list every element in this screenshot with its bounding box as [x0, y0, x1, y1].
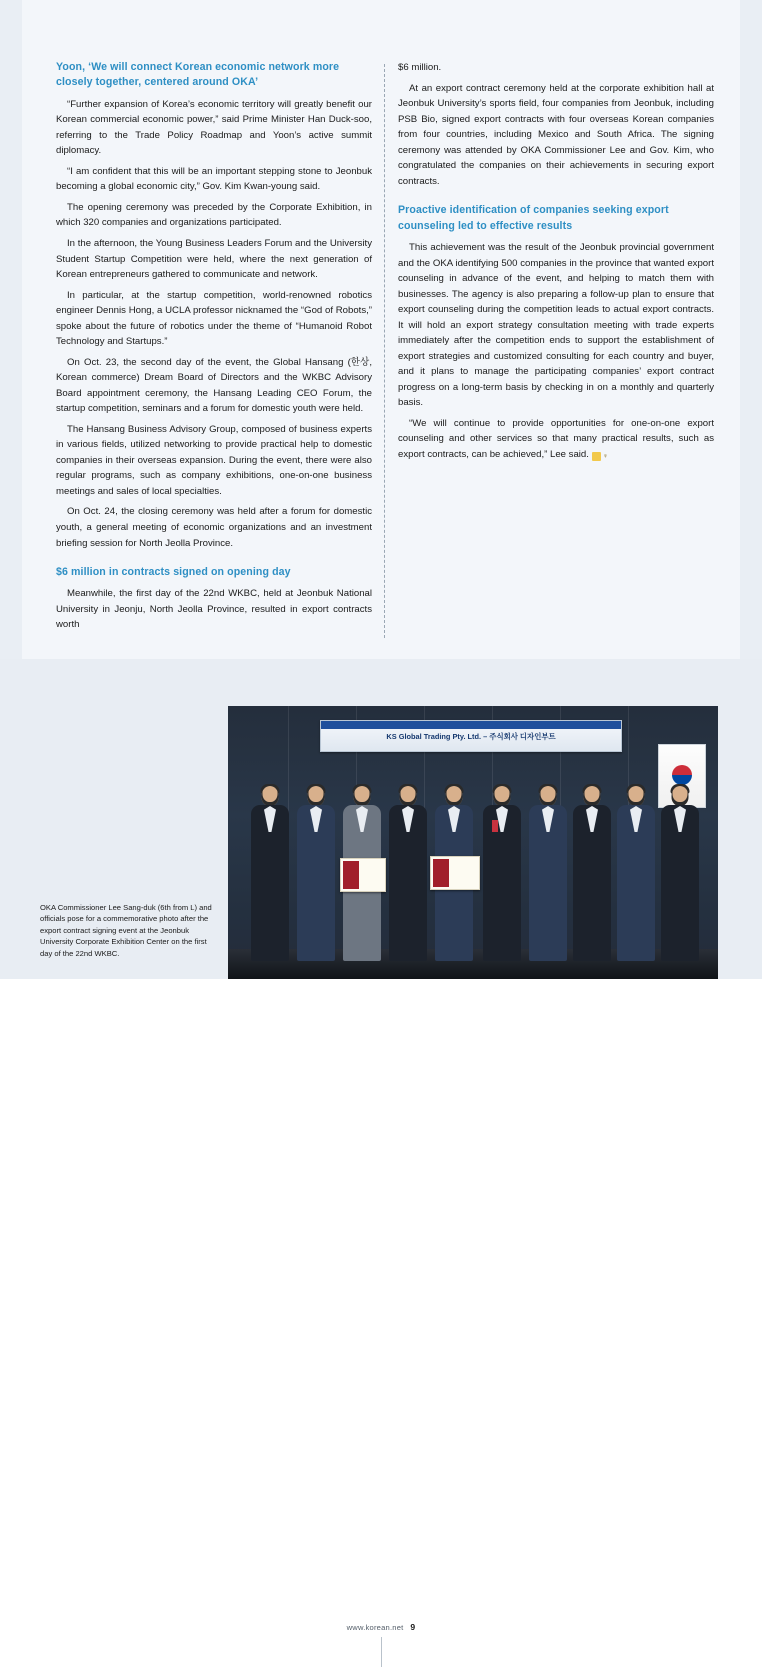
person-in-photo: [342, 786, 382, 961]
person-in-photo: [660, 786, 700, 961]
paragraph: In particular, at the startup competition, world-renowned robotics engineer Dennis Hong, a UCLA professor nicknamed the “God of Robots,” spoke about the future of robotics under the theme of “Humanoid Robot Technology and Startups.”: [56, 289, 372, 348]
paragraph: The Hansang Business Advisory Group, composed of business experts in various fields, utilized networking to provide practical help to domestic companies in their overseas expansion. During the event, there were also regular programs, such as company exhibitions, one-on-one business meetings and sales of local specialties.: [56, 423, 372, 497]
page-footer: [0, 1617, 762, 1635]
paragraph: The opening ceremony was preceded by the Corporate Exhibition, in which 320 companies and organizations participated.: [56, 201, 372, 229]
person-in-photo: [572, 786, 612, 961]
footer-rule: [381, 1637, 382, 1667]
left-column-heading: Yoon, ‘We will connect Korean economic network more closely together, centered around OKA’: [56, 61, 340, 89]
end-mark-icon: ♀: [592, 452, 601, 461]
taegeuk-icon: [672, 765, 692, 785]
article-columns: [22, 60, 740, 638]
footer-inner: [347, 1622, 416, 1632]
paragraph-text: “We will continue to provide opportunities for one-on-one export counseling and other services so that many practical results, such as export contracts, can be achieved,” Lee said.: [398, 417, 714, 460]
paragraph: In the afternoon, the Young Business Leaders Forum and the University Student Startup Competition were held, where the next generation of Korean entrepreneurs gathered to communicate and network.: [56, 237, 372, 281]
event-photograph: [228, 706, 718, 979]
banner-top-strip: [321, 721, 621, 729]
photo-caption: OKA Commissioner Lee Sang-duk (6th from L) and officials pose for a commemorative photo after the export contract signing event at the Jeonbuk University Corporate Exhibition Center on the first day of the 22nd WKBC.: [40, 903, 212, 958]
paragraph: This achievement was the result of the Jeonbuk provincial government and the OKA identifying 500 companies in the province that wanted export counseling in advance of the event, and helping to match them with businesses. The agency is also preparing a follow-up plan to ensure that export counseling during the competition leads to actual export contracts. It will hold an export strategy consultation meeting with trade experts immediately after the competition ends to support the establishment of export strategies and customized consulting for each country and buyer, and it plans to manage the participating companies’ export contract progress on a long-term basis by checking in on a monthly and quarterly basis.: [398, 241, 714, 409]
page-number: 9: [410, 1622, 416, 1632]
right-column: [386, 60, 726, 638]
page-top-band: [22, 0, 740, 42]
person-in-photo: [528, 786, 568, 961]
photo-region: [0, 659, 762, 1632]
footer-url[interactable]: www.korean.net: [346, 1623, 404, 1632]
person-in-photo: [296, 786, 336, 961]
paragraph: “Further expansion of Korea’s economic territory will greatly benefit our Korean commercial economic power,” said Prime Minister Han Duck-soo, referring to the Trade Policy Roadmap and Yoon’s active summit diplomacy.: [56, 98, 372, 157]
paragraph: At an export contract ceremony held at the corporate exhibition hall at Jeonbuk University’s sports field, four companies from Jeonbuk, including PSB Bio, signed export contracts with four overseas Korean companies from four countries, including Mexico and South Africa. The signing ceremony was attended by OKA Commissioner Lee and Gov. Kim, who congratulated the companies on their achievements in securing export contracts.: [398, 82, 714, 187]
right-column-heading: Proactive identification of companies seeking export counseling led to effective results: [398, 204, 669, 232]
paragraph: On Oct. 23, the second day of the event, the Global Hansang (한상, Korean commerce) Dream Board of Directors and the WKBC Advisory Board appointment ceremony, the Hansang Leading CEO Forum, the startup competition, seminars and a forum for domestic youth were held.: [56, 356, 372, 415]
certificate: [340, 858, 386, 892]
person-in-photo: [616, 786, 656, 961]
person-in-photo: [482, 786, 522, 961]
paragraph: On Oct. 24, the closing ceremony was held after a forum for domestic youth, a general meeting of economic organizations and an investment briefing session for North Jeolla Province.: [56, 506, 372, 549]
banner-title: KS Global Trading Pty. Ltd. – 주식회사 디자인부트: [386, 732, 556, 741]
person-in-photo: [388, 786, 428, 961]
paragraph-final: [398, 416, 714, 463]
paragraph: Meanwhile, the first day of the 22nd WKBC, held at Jeonbuk National University in Jeonju, North Jeolla Province, resulted in export contracts worth: [56, 588, 372, 631]
paragraph-continuation: $6 million.: [398, 62, 442, 73]
person-in-photo: [434, 786, 474, 961]
left-column-subheading: $6 million in contracts signed on opening day: [56, 566, 291, 579]
event-banner: [320, 720, 622, 752]
paragraph: “I am confident that this will be an important stepping stone to Jeonbuk becoming a global economic city,” Gov. Kim Kwan-young said.: [56, 165, 372, 193]
left-column: [44, 60, 384, 638]
person-in-photo: [250, 786, 290, 961]
certificate: [430, 856, 480, 890]
